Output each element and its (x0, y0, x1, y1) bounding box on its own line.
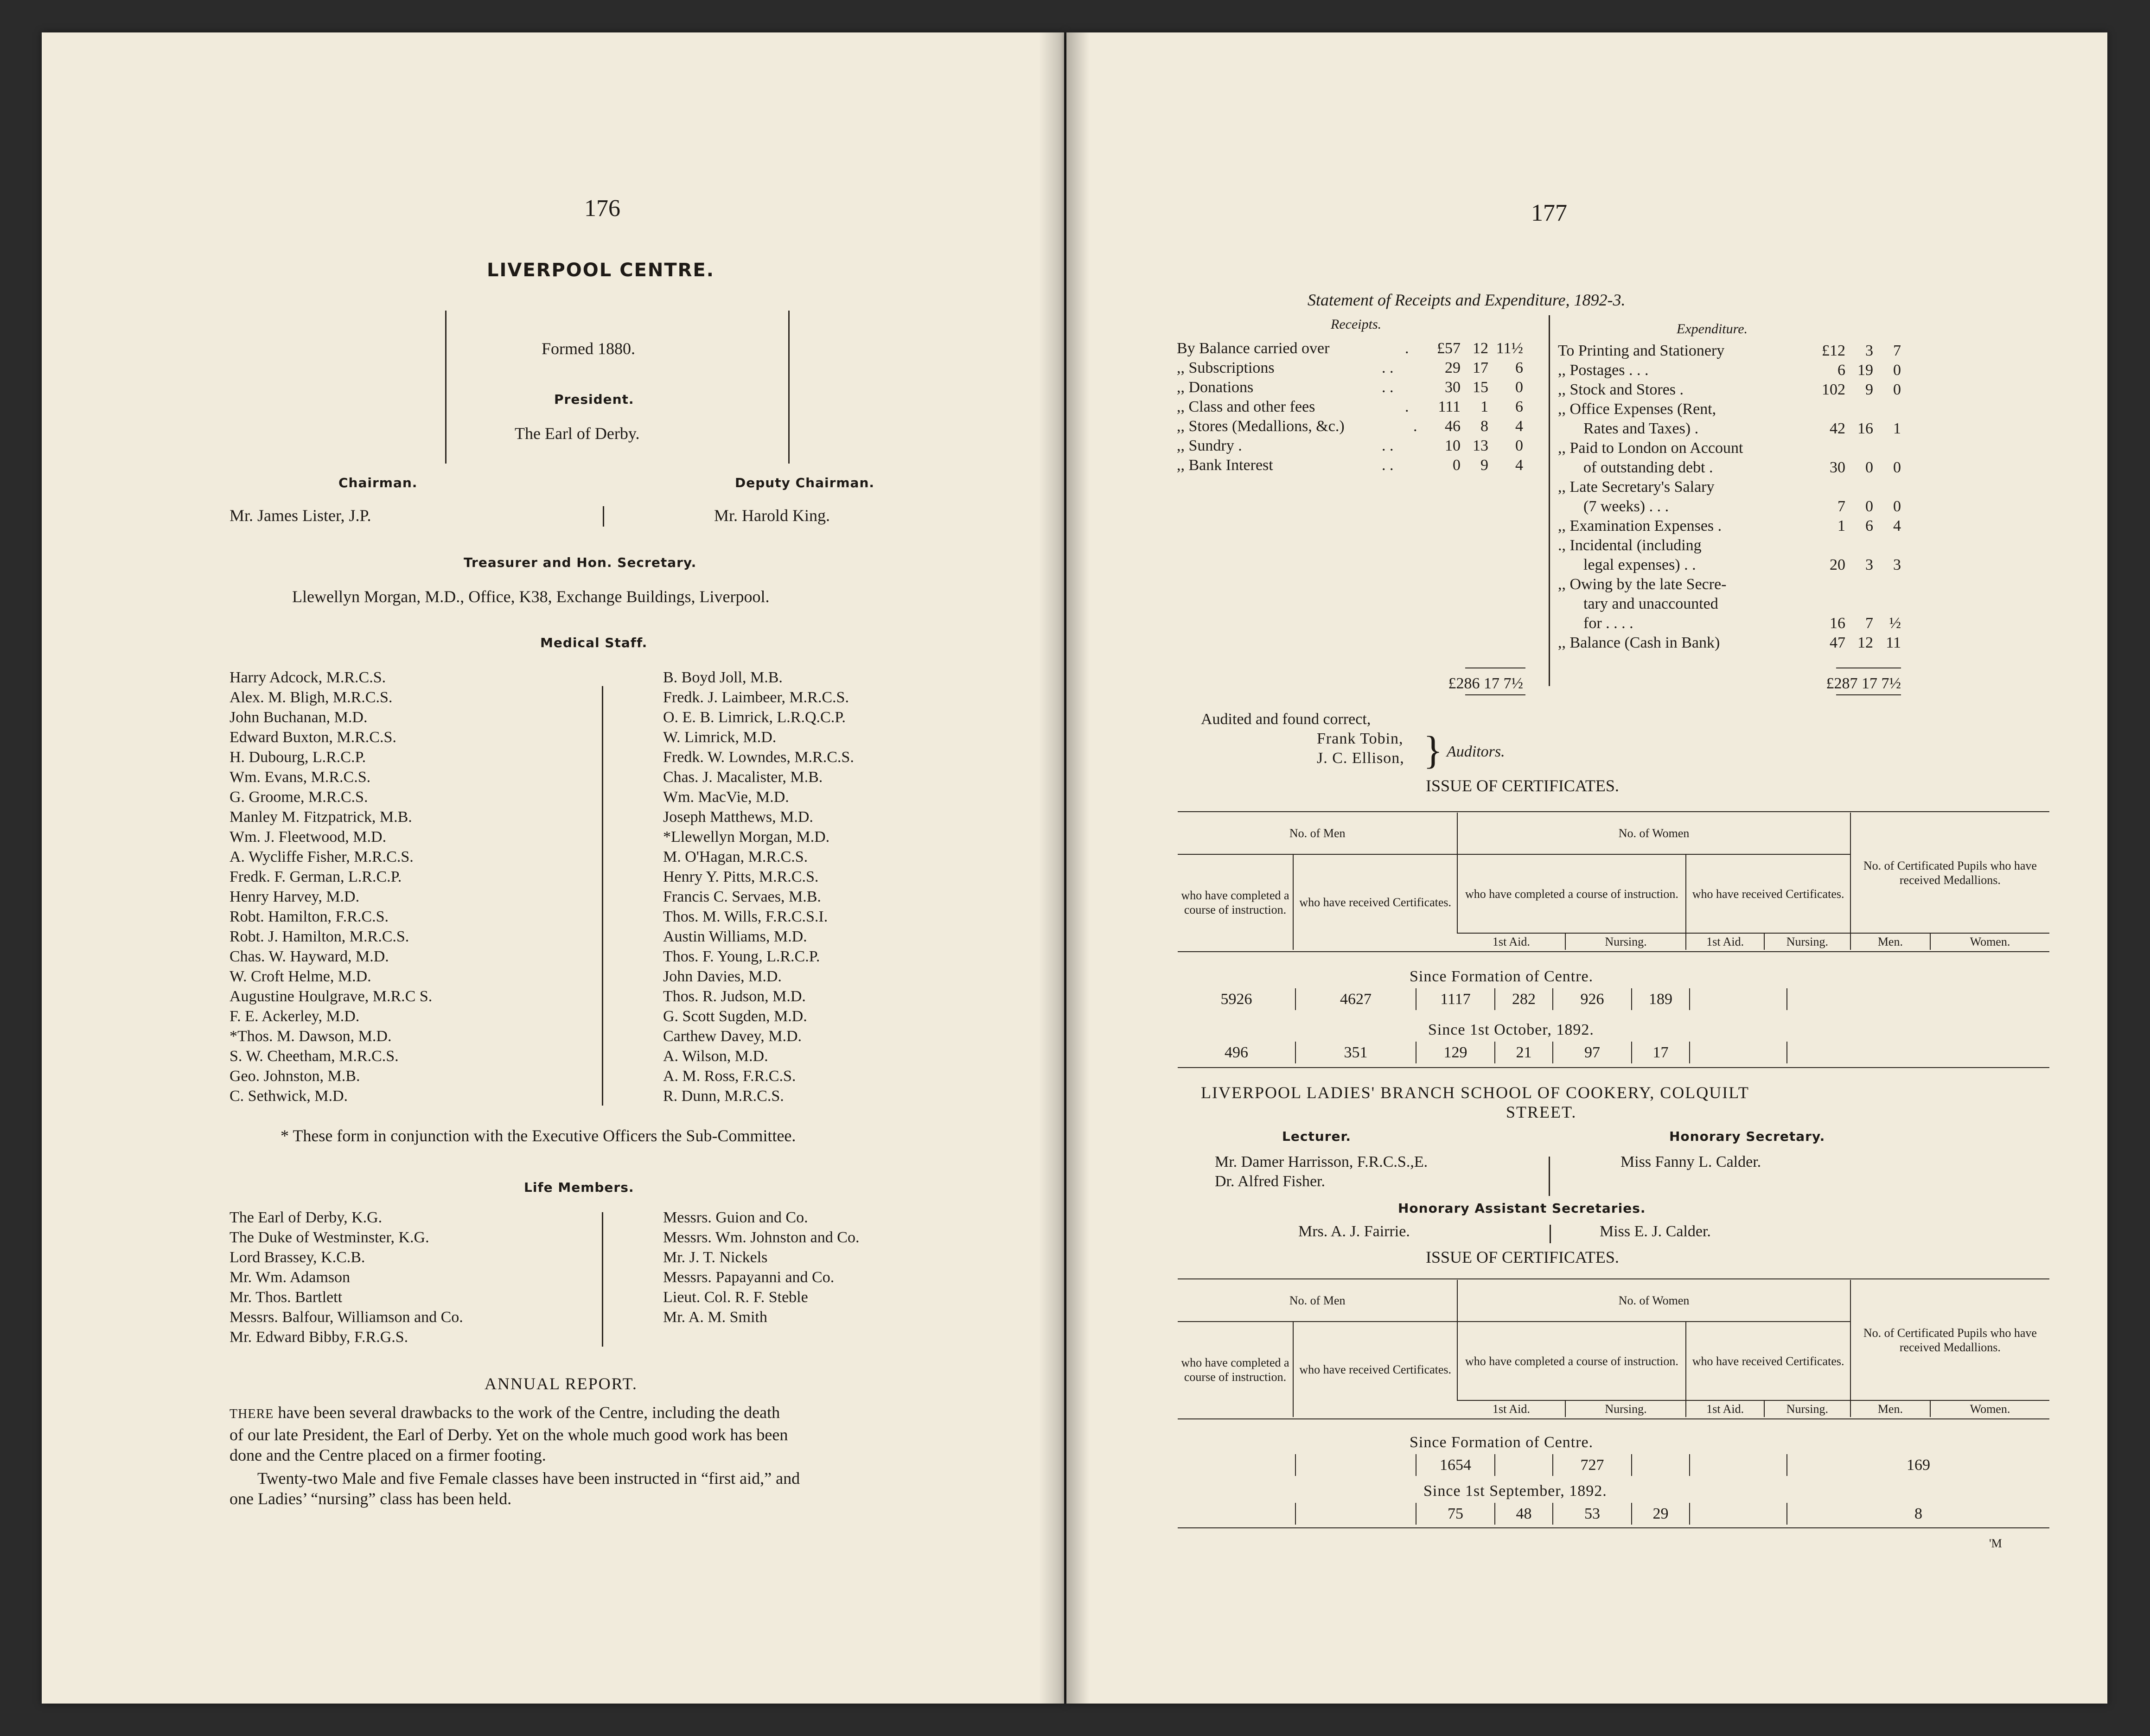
period-label: Since 1st October, 1892. (1428, 1021, 1594, 1038)
receipt-pence: 6 (1515, 398, 1523, 415)
column-header: Nursing. (1764, 933, 1850, 950)
brace-icon: } (1423, 728, 1443, 772)
list-item: Henry Harvey, M.D. (230, 888, 360, 905)
expenditure-label: legal expenses) . . (1583, 556, 1696, 573)
receipt-dots: . . (1382, 379, 1394, 396)
receipt-pence: 4 (1515, 418, 1523, 435)
receipt-pounds: 29 (1445, 359, 1461, 376)
list-item: Fredk. W. Lowndes, M.R.C.S. (663, 749, 854, 766)
table-cell: 1117 (1416, 988, 1495, 1010)
list-item: Henry Y. Pitts, M.R.C.S. (663, 868, 819, 885)
column-header: 1st Aid. (1492, 1402, 1530, 1416)
column-header: who have received Certificates. (1686, 854, 1850, 933)
list-item: G. Groome, M.R.C.S. (230, 789, 368, 806)
list-item: Augustine Houlgrave, M.R.C S. (230, 988, 433, 1005)
receipt-label: ,, Class and other fees (1177, 398, 1315, 415)
certificates-table (1178, 1280, 2049, 1417)
expenditure-label: ,, Balance (Cash in Bank) (1558, 634, 1720, 651)
expenditure-pounds: 102 (1822, 381, 1845, 398)
receipt-shillings: 17 (1473, 359, 1488, 376)
list-item: Thos. R. Judson, M.D. (663, 988, 806, 1005)
expenditure-shillings: 0 (1865, 459, 1873, 476)
table-cell: 48 (1495, 1503, 1553, 1525)
asst-secretary-name: Mrs. A. J. Fairrie. (1298, 1223, 1410, 1240)
receipt-shillings: 13 (1473, 437, 1488, 454)
expenditure-pence: 7 (1893, 342, 1901, 359)
receipt-label: ,, Subscriptions (1177, 359, 1275, 376)
expenditure-label: of outstanding debt . (1583, 459, 1713, 476)
receipt-pounds: £57 (1437, 340, 1461, 357)
receipt-dots: . (1405, 340, 1409, 357)
receipt-shillings: 9 (1480, 457, 1488, 474)
audited-note: Audited and found correct, (1201, 711, 1371, 728)
table-cell: 75 (1416, 1503, 1495, 1525)
table-row (1178, 988, 2049, 1010)
list-item: M. O'Hagan, M.R.C.S. (663, 848, 808, 865)
list-item: Wm. MacVie, M.D. (663, 789, 789, 806)
receipt-pounds: 46 (1445, 418, 1461, 435)
list-item: Messrs. Wm. Johnston and Co. (663, 1229, 860, 1246)
table-cell (1632, 1454, 1690, 1476)
medical-staff-list-left (230, 668, 432, 1106)
expenditure-shillings: 6 (1865, 517, 1873, 534)
left-page (42, 32, 1064, 1704)
column-header: 1st Aid. (1686, 1400, 1764, 1417)
table-rule (1178, 1418, 2049, 1419)
column-header: No. of Certificated Pupils who have received Medallions. (1850, 813, 2049, 933)
expenditure-pounds: 47 (1830, 634, 1845, 651)
expenditure-pounds: 1 (1837, 517, 1845, 534)
list-item: H. Dubourg, L.R.C.P. (230, 749, 366, 766)
right-page (1066, 32, 2107, 1704)
table-cell: 169 (1787, 1454, 2049, 1476)
column-header: Nursing. (1764, 1400, 1850, 1417)
receipt-shillings: 8 (1480, 418, 1488, 435)
receipt-label: ,, Bank Interest (1177, 457, 1273, 474)
table-cell: 1654 (1416, 1454, 1495, 1476)
expenditure-pence: 0 (1893, 459, 1901, 476)
table-rule (1178, 811, 2049, 812)
receipt-dots: . . (1382, 457, 1394, 474)
page-number: 176 (584, 195, 620, 222)
list-item: John Buchanan, M.D. (230, 709, 368, 726)
table-cell: 351 (1295, 1042, 1416, 1063)
ladies-school-title: LIVERPOOL LADIES' BRANCH SCHOOL OF COOKERY, COLQUILT (1201, 1083, 1749, 1102)
list-item: Chas. W. Hayward, M.D. (230, 948, 389, 965)
expenditure-pence: 0 (1893, 498, 1901, 515)
divider (602, 686, 603, 1106)
receipt-shillings: 12 (1473, 340, 1488, 357)
expenditure-label: ,, Stock and Stores . (1558, 381, 1684, 398)
deputy-chairman-name: Mr. Harold King. (714, 506, 830, 525)
table-cell: 8 (1787, 1503, 2049, 1525)
list-item: S. W. Cheetham, M.R.C.S. (230, 1048, 399, 1065)
total-rule (1836, 694, 1901, 695)
expenditure-label: ,, Owing by the late Secre- (1558, 576, 1727, 593)
column-header: No. of Certificated Pupils who have received Medallions. (1850, 1280, 2049, 1400)
expenditure-pounds: 6 (1837, 362, 1845, 379)
list-item: A. Wycliffe Fisher, M.R.C.S. (230, 848, 414, 865)
expenditure-pence: ½ (1889, 615, 1901, 632)
receipt-pence: 0 (1515, 437, 1523, 454)
table-cell (1495, 1454, 1553, 1476)
drop-word: THERE (230, 1407, 274, 1421)
formed-date: Formed 1880. (542, 339, 635, 358)
list-item: Carthew Davey, M.D. (663, 1028, 802, 1045)
expenditure-pence: 3 (1893, 556, 1901, 573)
column-header: who have completed a course of instruction. (1178, 854, 1293, 950)
table-cell: 727 (1553, 1454, 1632, 1476)
list-item: *Llewellyn Morgan, M.D. (663, 828, 830, 846)
list-item: B. Boyd Joll, M.B. (663, 669, 783, 686)
divider (602, 1212, 603, 1347)
column-header: Nursing. (1565, 1400, 1686, 1417)
table-cell: 189 (1632, 988, 1690, 1010)
ladies-school-title-cont: STREET. (1506, 1103, 1577, 1121)
list-item: Fredk. J. Laimbeer, M.R.C.S. (663, 689, 849, 706)
list-item: Mr. A. M. Smith (663, 1309, 767, 1326)
table-cell: 29 (1632, 1503, 1690, 1525)
expenditure-shillings: 3 (1865, 556, 1873, 573)
column-header: 1st Aid. (1686, 933, 1764, 950)
receipt-shillings: 1 (1480, 398, 1488, 415)
receipt-dots: . (1405, 398, 1409, 415)
period-label: Since Formation of Centre. (1410, 968, 1594, 985)
list-item: Joseph Matthews, M.D. (663, 808, 813, 826)
divider (1549, 1157, 1550, 1196)
table-cell: 4627 (1295, 988, 1416, 1010)
table-rule (1178, 1527, 2049, 1528)
list-item: Austin Williams, M.D. (663, 928, 807, 945)
treasurer-name: Llewellyn Morgan, M.D., Office, K38, Exchange Buildings, Liverpool. (292, 587, 770, 606)
certificates-table (1178, 813, 2049, 950)
receipt-label: ,, Sundry . (1177, 437, 1242, 454)
table-cell: 5926 (1220, 991, 1252, 1008)
hon-secretary-heading: Honorary Secretary. (1669, 1129, 1825, 1144)
list-item: Harry Adcock, M.R.C.S. (230, 669, 386, 686)
period-label: Since 1st September, 1892. (1423, 1482, 1607, 1500)
table-cell: 282 (1495, 988, 1553, 1010)
column-header: who have received Certificates. (1686, 1322, 1850, 1400)
table-cell (1690, 1503, 1787, 1525)
divider (1550, 1225, 1551, 1243)
table-cell (1295, 1503, 1416, 1525)
column-header: No. of Men (1289, 827, 1346, 840)
expenditure-heading: Expenditure. (1677, 321, 1748, 337)
list-item: Messrs. Balfour, Williamson and Co. (230, 1309, 463, 1326)
medical-staff-heading: Medical Staff. (540, 635, 648, 650)
column-header: Men. (1850, 933, 1930, 950)
expenditure-label: ,, Postages . . . (1558, 362, 1649, 379)
signature-mark: 'M (1989, 1537, 2002, 1550)
lecturer-heading: Lecturer. (1282, 1129, 1351, 1144)
treasurer-heading: Treasurer and Hon. Secretary. (464, 555, 697, 570)
expenditure-shillings: 19 (1857, 362, 1873, 379)
expenditure-pounds: 16 (1830, 615, 1845, 632)
life-members-list-left (230, 1208, 463, 1347)
divider (788, 311, 790, 464)
receipt-pence: 6 (1515, 359, 1523, 376)
period-label: Since Formation of Centre. (1410, 1434, 1594, 1451)
asst-secretaries-heading: Honorary Assistant Secretaries. (1398, 1201, 1646, 1216)
lecturer-name: Dr. Alfred Fisher. (1215, 1173, 1325, 1190)
certificates-title: ISSUE OF CERTIFICATES. (1426, 1248, 1619, 1266)
chairman-name: Mr. James Lister, J.P. (230, 506, 371, 525)
expenditure-label: for . . . . (1583, 615, 1633, 632)
paragraph-line: done and the Centre placed on a firmer footing. (230, 1446, 546, 1464)
list-item: *Thos. M. Dawson, M.D. (230, 1028, 392, 1045)
column-header: No. of Women (1457, 1280, 1850, 1322)
expenditure-label: ,, Examination Expenses . (1558, 517, 1722, 534)
receipt-shillings: 15 (1473, 379, 1488, 396)
table-cell: 97 (1553, 1042, 1632, 1063)
list-item: Wm. Evans, M.R.C.S. (230, 769, 371, 786)
list-item: Mr. Thos. Bartlett (230, 1289, 343, 1306)
column-header: who have completed a course of instruction. (1457, 854, 1686, 933)
expenditure-pence: 0 (1893, 381, 1901, 398)
paragraph-line: of our late President, the Earl of Derby. Yet on the whole much good work has been (230, 1425, 788, 1444)
table-cell: 17 (1632, 1042, 1690, 1063)
paragraph-line: have been several drawbacks to the work of the Centre, including the death (278, 1403, 780, 1422)
list-item: Fredk. F. German, L.R.C.P. (230, 868, 402, 885)
table-cell (1690, 1042, 1787, 1063)
total-rule (1465, 694, 1525, 695)
list-item: Robt. Hamilton, F.R.C.S. (230, 908, 389, 925)
table-rule (1178, 1067, 2049, 1068)
divider (445, 311, 447, 464)
table-cell: 53 (1553, 1503, 1632, 1525)
column-header: Women. (1930, 933, 2049, 950)
receipt-label: By Balance carried over (1177, 340, 1330, 357)
table-cell (1178, 1503, 1295, 1525)
list-item: Alex. M. Bligh, M.R.C.S. (230, 689, 393, 706)
list-item: Thos. M. Wills, F.R.C.S.I. (663, 908, 828, 925)
column-header: who have received Certificates. (1293, 854, 1457, 950)
table-cell: 496 (1225, 1044, 1248, 1061)
expenditure-shillings: 16 (1857, 420, 1873, 437)
expenditure-pence: 0 (1893, 362, 1901, 379)
expenditure-pounds: 7 (1837, 498, 1845, 515)
list-item: Thos. F. Young, L.R.C.P. (663, 948, 820, 965)
centre-title: LIVERPOOL CENTRE. (487, 260, 715, 281)
life-members-list-right (663, 1208, 859, 1327)
footnote: * These form in conjunction with the Executive Officers the Sub-Committee. (281, 1126, 796, 1145)
deputy-chairman-heading: Deputy Chairman. (735, 475, 875, 490)
receipt-label: ,, Stores (Medallions, &c.) (1177, 418, 1345, 435)
list-item: Mr. Wm. Adamson (230, 1269, 351, 1286)
table-row (1178, 1042, 2049, 1063)
list-item: Chas. J. Macalister, M.B. (663, 769, 823, 786)
expenditure-label: (7 weeks) . . . (1583, 498, 1669, 515)
list-item: A. M. Ross, F.R.C.S. (663, 1068, 796, 1085)
table-cell (1178, 1454, 1295, 1476)
list-item: O. E. B. Limrick, L.R.Q.C.P. (663, 709, 846, 726)
table-cell: 129 (1416, 1042, 1495, 1063)
list-item: W. Croft Helme, M.D. (230, 968, 371, 985)
asst-secretary-name: Miss E. J. Calder. (1600, 1223, 1711, 1240)
receipt-pounds: 30 (1445, 379, 1461, 396)
expenditure-pence: 1 (1893, 420, 1901, 437)
lecturer-name: Mr. Damer Harrisson, F.R.C.S.,E. (1215, 1153, 1428, 1170)
receipt-pounds: 111 (1438, 398, 1461, 415)
list-item: W. Limrick, M.D. (663, 729, 777, 746)
receipt-dots: . . (1382, 437, 1394, 454)
expenditure-shillings: 12 (1857, 634, 1873, 651)
list-item: Mr. J. T. Nickels (663, 1249, 768, 1266)
receipts-heading: Receipts. (1331, 317, 1382, 332)
column-header: 1st Aid. (1492, 935, 1530, 948)
statement-title: Statement of Receipts and Expenditure, 1892-3. (1308, 291, 1626, 309)
receipt-pence: 0 (1515, 379, 1523, 396)
expenditure-pounds: 20 (1830, 556, 1845, 573)
list-item: Wm. J. Fleetwood, M.D. (230, 828, 387, 846)
expenditure-pounds: £12 (1822, 342, 1845, 359)
list-item: Edward Buxton, M.R.C.S. (230, 729, 396, 746)
expenditure-total: £287 17 7½ (1826, 675, 1901, 692)
receipts-total: £286 17 7½ (1448, 675, 1523, 692)
table-rule (1178, 1278, 2049, 1279)
book-gutter (1039, 32, 1090, 1704)
list-item: Lieut. Col. R. F. Steble (663, 1289, 808, 1306)
list-item: Mr. Edward Bibby, F.R.G.S. (230, 1329, 408, 1346)
annual-report-body (230, 1402, 1022, 1509)
table-cell (1690, 1454, 1787, 1476)
table-cell (1295, 1454, 1416, 1476)
receipt-pounds: 10 (1445, 437, 1461, 454)
expenditure-label: ,, Late Secretary's Salary (1558, 478, 1715, 496)
expenditure-shillings: 0 (1865, 498, 1873, 515)
president-name: The Earl of Derby. (515, 424, 640, 443)
expenditure-shillings: 3 (1865, 342, 1873, 359)
table-cell (1690, 988, 1787, 1010)
list-item: R. Dunn, M.R.C.S. (663, 1087, 784, 1105)
list-item: John Davies, M.D. (663, 968, 782, 985)
auditor-name: Frank Tobin, (1317, 730, 1404, 747)
expenditure-pence: 11 (1886, 634, 1901, 651)
table-cell (1787, 988, 2049, 1010)
expenditure-label: tary and unaccounted (1583, 595, 1718, 612)
list-item: C. Sethwick, M.D. (230, 1087, 348, 1105)
column-header: who have completed a course of instruction. (1457, 1322, 1686, 1400)
table-cell (1787, 1042, 2049, 1063)
receipt-pounds: 0 (1453, 457, 1461, 474)
column-header: Men. (1850, 1400, 1930, 1417)
column-header: who have completed a course of instruction. (1178, 1322, 1293, 1417)
receipt-label: ,, Donations (1177, 379, 1254, 396)
receipt-dots: . . (1382, 359, 1394, 376)
receipt-dots: . (1413, 418, 1417, 435)
list-item: Robt. J. Hamilton, M.R.C.S. (230, 928, 409, 945)
column-header: No. of Women (1457, 813, 1850, 854)
list-item: Manley M. Fitzpatrick, M.B. (230, 808, 412, 826)
expenditure-pounds: 42 (1830, 420, 1845, 437)
list-item: F. E. Ackerley, M.D. (230, 1008, 360, 1025)
page-number: 177 (1531, 200, 1567, 226)
column-header: No. of Men (1289, 1294, 1346, 1307)
paragraph-line: one Ladies’ “nursing” class has been held. (230, 1489, 512, 1508)
receipt-pence: 4 (1515, 457, 1523, 474)
expenditure-label: To Printing and Stationery (1558, 342, 1725, 359)
paragraph-line: Twenty-two Male and five Female classes have been instructed in “first aid,” and (257, 1469, 800, 1488)
table-row (1178, 1503, 2049, 1525)
list-item: Messrs. Papayanni and Co. (663, 1269, 835, 1286)
expenditure-label: ,, Paid to London on Account (1558, 439, 1743, 457)
column-header: who have received Certificates. (1293, 1322, 1457, 1417)
auditors-label: Auditors. (1447, 743, 1505, 760)
list-item: Messrs. Guion and Co. (663, 1209, 808, 1226)
table-cell: 926 (1553, 988, 1632, 1010)
list-item: Lord Brassey, K.C.B. (230, 1249, 365, 1266)
table-cell: 21 (1495, 1042, 1553, 1063)
chairman-heading: Chairman. (338, 475, 418, 490)
list-item: The Duke of Westminster, K.G. (230, 1229, 429, 1246)
column-header: Women. (1930, 1400, 2049, 1417)
hon-secretary-name: Miss Fanny L. Calder. (1620, 1153, 1761, 1170)
expenditure-pence: 4 (1893, 517, 1901, 534)
list-item: Francis C. Servaes, M.B. (663, 888, 821, 905)
list-item: G. Scott Sugden, M.D. (663, 1008, 807, 1025)
president-heading: President. (554, 392, 634, 407)
certificates-title: ISSUE OF CERTIFICATES. (1426, 776, 1619, 795)
auditor-name: J. C. Ellison, (1317, 750, 1404, 767)
expenditure-pounds: 30 (1830, 459, 1845, 476)
table-rule (1178, 951, 2049, 952)
list-item: A. Wilson, M.D. (663, 1048, 768, 1065)
divider (603, 506, 604, 527)
list-item: Geo. Johnston, M.B. (230, 1068, 360, 1085)
expenditure-label: ., Incidental (including (1558, 537, 1702, 554)
expenditure-label: ,, Office Expenses (Rent, (1558, 401, 1716, 418)
account-divider (1549, 315, 1550, 686)
expenditure-shillings: 9 (1865, 381, 1873, 398)
list-item: The Earl of Derby, K.G. (230, 1209, 383, 1226)
annual-report-heading: ANNUAL REPORT. (485, 1374, 638, 1393)
table-row (1178, 1454, 2049, 1476)
receipt-pence: 11½ (1496, 340, 1523, 357)
medical-staff-list-right (663, 668, 854, 1106)
expenditure-shillings: 7 (1865, 615, 1873, 632)
expenditure-label: Rates and Taxes) . (1583, 420, 1699, 437)
column-header: Nursing. (1565, 933, 1686, 950)
life-members-heading: Life Members. (524, 1180, 634, 1195)
